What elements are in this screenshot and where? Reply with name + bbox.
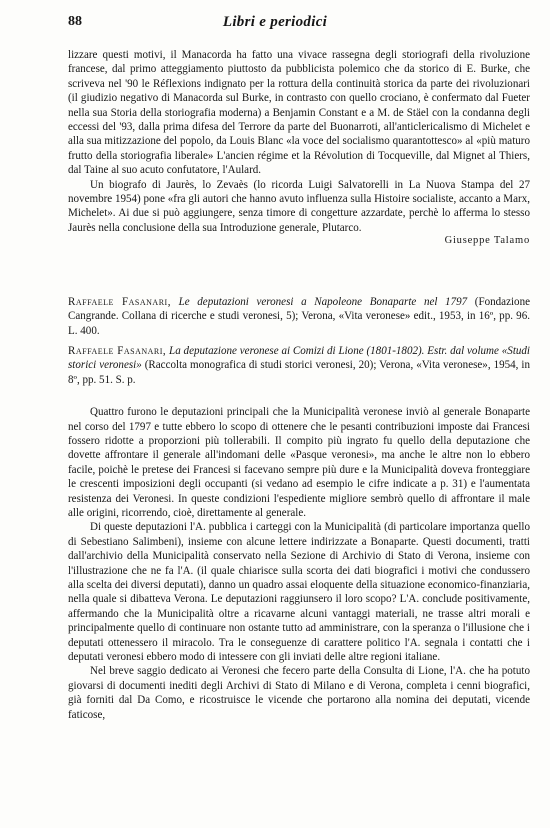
review-paragraph: Quattro furono le deputazioni principali che la Municipalità veronese inviò al generale Bonaparte nel corso del 1797 e tutte ebbero lo scopo di ottenere che le pesanti contribuzioni imposte dai Francesi fossero ridotte a proporzioni più tollerabili. Il compito più ingrato fu quello della deputazione che dovette affrontare il generale all'indomani delle «Pasque veronesi», ma anche le altre non lo ebbero facile, poichè le pretese dei Francesi si facevano sempre più dure e la Municipalità doveva fronteggiare le crescenti imposizioni degli occupanti (si vedano ad esempio le cifre indicate a p. 31) e l'aumentata resistenza dei Veronesi. In queste condizioni l'espediente migliore sembrò quello di affrontare il male alle origini, ricorrendo, cioè, direttamente al generale. bbox=[68, 406, 530, 519]
review-body bbox=[68, 405, 530, 722]
review-paragraph: Nel breve saggio dedicato ai Veronesi che fecero parte della Consulta di Lione, l'A. che ha potuto giovarsi di documenti inediti degli Archivi di Stato di Milano e di Verona, completa i cenni biografici, già forniti dal Da Como, e ricostruisce le vicende che portarono alla nomina dei deputati, vicende faticose, bbox=[68, 665, 530, 721]
entry-title: La deputazione veronese ai Comizi di Lione (1801-1802). Estr. dal volume «Studi storici veronesi» bbox=[68, 344, 530, 372]
entry-details: (Raccolta monografica di studi storici veronesi, 20); Verona, «Vita veronese», 1954, in 8º, pp. 51. S. p. bbox=[68, 359, 530, 386]
bibliographic-entry bbox=[68, 344, 530, 387]
entry-author: Raffaele Fasanari, bbox=[68, 295, 171, 308]
review-paragraph: Di queste deputazioni l'A. pubblica i carteggi con la Municipalità (di particolare importanza quello di Sebestiano Salimbeni), insieme con alcune lettere indirizzate a Bonaparte. Questi documenti, tratti dall'archivio della Municipalità conservato nella Sezione di Archivio di Stato di Verona, insieme con l'illustrazione che ne fa l'A. (il quale chiarisce sulla scorta dei dati biografici i motivi che condussero alla scelta dei diversi deputati), danno un quadro assai eloquente della situazione economico-finanziaria, nella quale si dibatteva Verona. Le deputazioni raggiunsero il loro scopo? L'A. conclude positivamente, affermando che la Municipalità oltre a ricavarne alcuni vantaggi materiali, ne trasse altri morali e principalmente quello di continuare non ostante tutto ad amministrare, con la speranza o l'illusione che i deputati ottenessero il miracolo. Tra le conseguenze di carattere politico l'A. segnala i contatti che i deputati veronesi ebbero modo di intessere con gli inviati delle altre regioni italiane. bbox=[68, 521, 530, 664]
bibliographic-entry bbox=[68, 295, 530, 338]
page-number: 88 bbox=[68, 14, 82, 29]
previous-review-paragraph: lizzare questi motivi, il Manacorda ha fatto una vivace rassegna degli storiografi della rivoluzione francese, dal primo atteggiamento piuttosto da pubblicista polemico che da storico di E. Burke, che scriveva nel '90 le Réflexions indignato per la rottura della continuità storica da parte dei rivoluzionari (il giudizio negativo di Manacorda sul Burke, in contrasto con quello crociano, è confermato dal Fueter nella sua Storia della storiografia moderna) a Benjamin Constant e a M. de Stäel con la condanna degli eccessi del '93, dalla prima difesa del Terrore da parte del Buonarroti, all'anticlericalismo di Michelet e alla sua mitizzazione del popolo, da Louis Blanc «la voce del socialismo quarantottesco» al «più maturo frutto della storiografia liberale» L'ancien régime et la Révolution di Tocqueville, dal Mignet al Thiers, dal Taine al suo acuto confutatore, l'Aulard. bbox=[68, 49, 530, 177]
entry-details: (Fondazione Cangrande. Collana di ricerche e studi veronesi, 5); Verona, «Vita veronese» edit., 1953, in 16º, pp. 96. L. 400. bbox=[68, 295, 530, 337]
page-body bbox=[68, 48, 530, 722]
entry-author: Raffaele Fasanari, bbox=[68, 344, 167, 357]
entry-title: Le deputazioni veronesi a Napoleone Bonaparte nel 1797 bbox=[178, 295, 468, 308]
page-header bbox=[0, 14, 550, 34]
running-head: Libri e periodici bbox=[222, 14, 328, 30]
review-signature: Giuseppe Talamo bbox=[444, 235, 530, 247]
previous-review-paragraph: Un biografo di Jaurès, lo Zevaès (lo ricorda Luigi Salvatorelli in La Nuova Stampa del 27 novembre 1954) pone «fra gli autori che hanno avuto influenza sulla Histoire socialiste, accanto a Marx, Michelet». Ai due si può aggiungere, senza timore di congetture azzardate, perchè lo afferma lo stesso Jaurès nella conclusione della sua Introduzione generale, Plutarco. bbox=[68, 178, 530, 234]
